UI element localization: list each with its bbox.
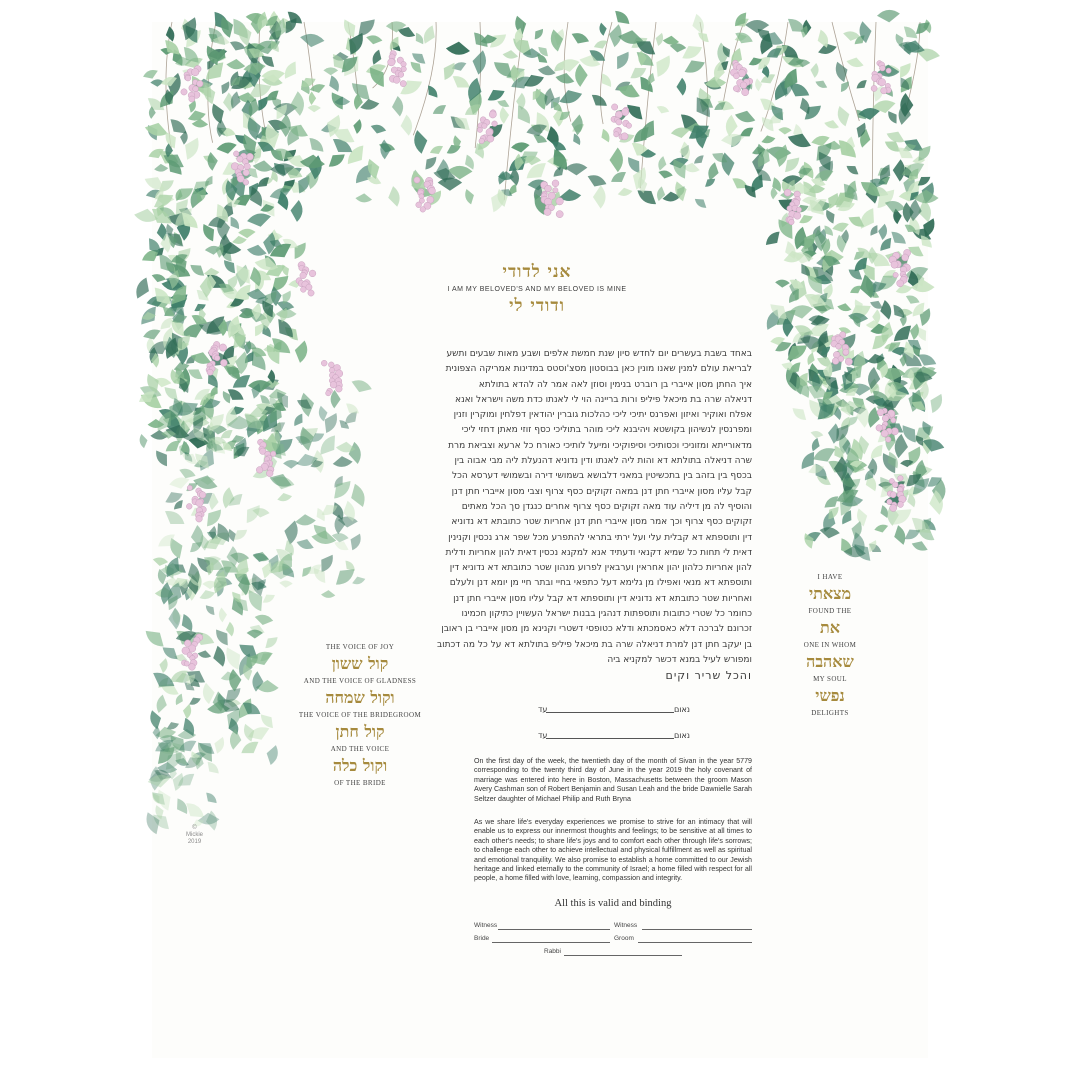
witness-label: Witness [614,922,638,929]
verse-hebrew: את [819,618,841,637]
signature-line-1 [538,704,690,714]
valid-and-binding: All this is valid and binding [554,898,672,909]
hebrew-ketubah-text [436,347,752,684]
witness-line-1 [474,922,610,931]
hebrew-text-line: להון אחריות כלהון יהון אחראין וערבאין לפרוע מנהון שטר כתובתא דא נדוניא דין [449,563,752,574]
verse-english: DELIGHTS [811,709,849,717]
witness-label: Witness [474,922,498,929]
hebrew-text-line: ואחריות שטר כתובתא דא נדוניא דין ותוספתא דא קבל עליו מסון אייברי חתן דנן [453,593,752,604]
right-side-verses [790,570,870,719]
hebrew-text-line: לבריאת עולם למנין שאנו מונין כאן בבוסטון מסצ'וסטס במדינות אמריקה הצפונית [445,364,752,375]
english-covenant-paragraph: On the first day of the week, the twentieth day of the month of Sivan in the year 5779 corresponding to the twenty third day of June in the year 2019 the holy covenant of marriage was entered into here in Boston, Massachusetts between the groom Mason Avery Cashman son of Robert Benjamin and Susan Leah and the bride Dawnielle Sarah Seltzer daughter of Michael Philip and Ruth Bryna [474,757,752,803]
verse-hebrew: נפשי [815,686,845,705]
verse-hebrew: מצאתי [808,584,852,603]
bride-line [474,935,610,944]
hebrew-text-line: ותוספתא דא מנאי ואפילו מן גלימא דעל כתפאי בחיי ובתר חיי מן יומא דנן ולעלם [449,578,752,589]
hebrew-text-line: ומפרנסין לנשיהון בקושטא ויהיבנא ליכי מוהר בתוליכי כסף זוזי מאתן דחזי ליכי [461,425,752,436]
hebrew-text-line: אפלח ואוקיר ואיזון ואפרנס יתיכי ליכי כהלכות גוברין יהודאין דפלחין ומוקרין וזנין [453,410,752,421]
verse-hebrew: וקול שמחה [325,688,395,707]
header-english: I AM MY BELOVED'S AND MY BELOVED IS MINE [447,286,627,293]
hebrew-text-line: דניאלה שרה בת מיכאל פיליפ ורות בריינה הוי לי לאנתו כדת משה וישראל ואנא [455,394,752,405]
hebrew-text-line: ומפורש לעיל במנא דכשר למקניא ביה [607,654,752,665]
artist-year: 2019 [187,839,202,845]
hebrew-text-line: שרה דניאלה בתולתא דא והות ליה לאנתו ודין נדוניא דהנעלת ליה מבי אבוה בין [454,456,752,467]
hebrew-text-line: בכסף בין בזהב בין בתכשיטין במאני דלבושא בשמושי דירה ובשמושי דערסא הכל [451,471,752,482]
hebrew-text-line: זכרונם לברכה דלא כאסמכתא ודלא כטופסי דשטרי וקנינא מן מסון אייברי בן ראובן [441,624,752,635]
hebrew-text-line: והכל שריר וקים [665,669,752,683]
verse-english: OF THE BRIDE [334,779,386,787]
hebrew-text-line: והוסיף לה מן דיליה עוד מאה זקוקים כסף צרוף אחרים כנגדן סך הכל מאתים [461,501,752,512]
header-hebrew-bottom: ודודי לי [509,296,565,316]
hebrew-text-line: איך החתן מסון אייברי בן רוברט בנימין וסוזן לאה אמר לה להדא בתולתא [478,379,752,390]
groom-label: Groom [614,935,634,942]
hebrew-text-line: קבל עליו מסון אייברי חתן דנן במאה זקוקים כסף צרוף וצבי מסון אייברי חתן דנן [451,486,752,497]
verse-english: MY SOUL [813,675,847,683]
verse-hebrew: קול חתן [335,722,385,741]
copyright-mark: © [192,825,197,831]
artist-name: Mickie [186,832,204,838]
hebrew-text-line: בן יעקב חתן דנן למרת דניאלה שרה בת מיכאל פיליפ בתולתא דא על כל מה דכתוב [436,639,752,650]
rabbi-label: Rabbi [544,948,561,955]
english-promise-paragraph: As we share life's everyday experiences we promise to strive for an intimacy that will enable us to express our innermost thoughts and feelings; to be sensitive at all times to each other's needs; to share life's joys and to comfort each other through life's sorrows; to challenge each other to achieve intellectual and physical fulfillment as well as spiritual and emotional tranquility. We also promise to establish a home committed to our Jewish heritage and linked eternally to the community of Israel; a home filled with respect for all people, a home filled with love, learning, compassion and integrity. [474,818,752,883]
verse-english: FOUND THE [808,607,852,615]
verse-english: I HAVE [817,573,843,581]
hebrew-text-line: זקוקים כסף צרוף וכך אמר מסון אייברי חתן דנן אחריות שטר כתובתא דא נדוניא [451,517,752,528]
verse-english: THE VOICE OF THE BRIDEGROOM [298,711,422,719]
witness-label-heb: עד [538,731,548,740]
hebrew-text-line: דין ותוספתא דא קבלית עלי ועל ירתי בתראי להתפרע מכל שפר ארג נכסין וקנינין [448,532,752,543]
witness-label-heb: נאום [673,705,690,714]
header-hebrew-top: אני לדודי [502,262,572,282]
header [322,262,752,316]
verse-english: AND THE VOICE OF GLADNESS [303,677,417,685]
verse-english: ONE IN WHOM [803,641,857,649]
verse-english: AND THE VOICE [330,745,390,753]
verse-english: THE VOICE OF JOY [325,643,395,651]
witness-line-2 [614,922,752,931]
verse-hebrew: שאהבה [806,652,854,671]
hebrew-text-line: כחומר כל שטרי כתובות ותוספתות דנהגין בבנות ישראל העשויין כתיקון חכמינו [461,609,752,620]
witness-label-heb: עד [538,705,548,714]
rabbi-line [544,948,682,957]
bride-label: Bride [474,935,490,942]
left-side-verses [286,640,434,789]
verse-hebrew: וקול כלה [332,756,388,775]
verse-hebrew: קול ששון [331,654,389,673]
witness-label-heb: נאום [673,731,690,740]
artist-signature [186,825,203,846]
hebrew-text-line: מדאורייתא ומזוניכי וכסותיכי וסיפוקיכי ומיעל לותיכי כאורח כל ארעא וצביאת מרת [448,440,752,451]
groom-line [614,935,752,944]
hebrew-text-line: באחד בשבת בעשרים יום לחדש סיון שנת חמשת אלפים ושבע מאות שבעים ותשע [446,349,752,359]
hebrew-text-line: דאית לי תחות כל שמיא דקנאי ודעתיד אנא למקנא נכסין דאית להון אחריות ודלית [445,547,752,558]
signature-line-2 [538,730,690,740]
